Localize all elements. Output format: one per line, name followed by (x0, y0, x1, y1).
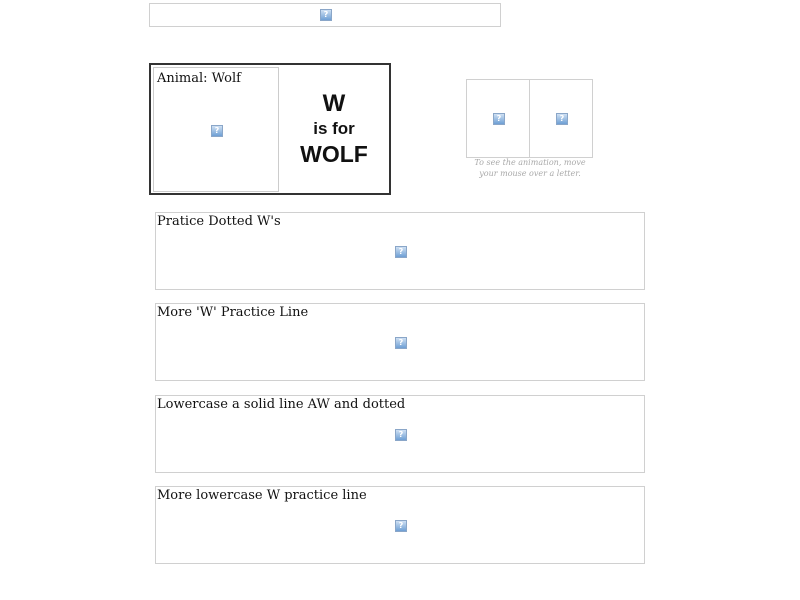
animal-word: WOLF (300, 141, 368, 167)
broken-image-icon: ? (320, 9, 332, 21)
broken-image-icon: ? (395, 337, 407, 349)
practice-section-more-lowercase (155, 486, 645, 564)
broken-image-icon: ? (556, 113, 568, 125)
is-for-text: is for (313, 119, 355, 138)
section-title: More 'W' Practice Line (157, 305, 309, 320)
broken-image-icon: ? (395, 429, 407, 441)
letter-animation-lowercase[interactable] (529, 79, 593, 158)
broken-image-icon: ? (395, 246, 407, 258)
top-banner-image (149, 3, 501, 27)
letter-panel (279, 65, 389, 193)
caption-line-1: To see the animation, move (474, 158, 586, 167)
broken-image-icon: ? (493, 113, 505, 125)
practice-section-lowercase-aw (155, 395, 645, 473)
animal-card (149, 63, 391, 195)
big-letter: W (322, 90, 346, 117)
animal-title: Animal: Wolf (157, 71, 241, 86)
section-title: Lowercase a solid line AW and dotted (157, 397, 406, 412)
section-title: Pratice Dotted W's (157, 214, 281, 229)
practice-section-more-w (155, 303, 645, 381)
practice-section-dotted (155, 212, 645, 290)
letter-animation-uppercase[interactable] (466, 79, 530, 158)
animal-image-panel (153, 67, 279, 192)
caption-line-2: your mouse over a letter. (479, 169, 581, 178)
broken-image-icon: ? (395, 520, 407, 532)
section-title: More lowercase W practice line (157, 488, 367, 503)
broken-image-icon: ? (211, 125, 223, 137)
animation-caption (455, 157, 605, 179)
